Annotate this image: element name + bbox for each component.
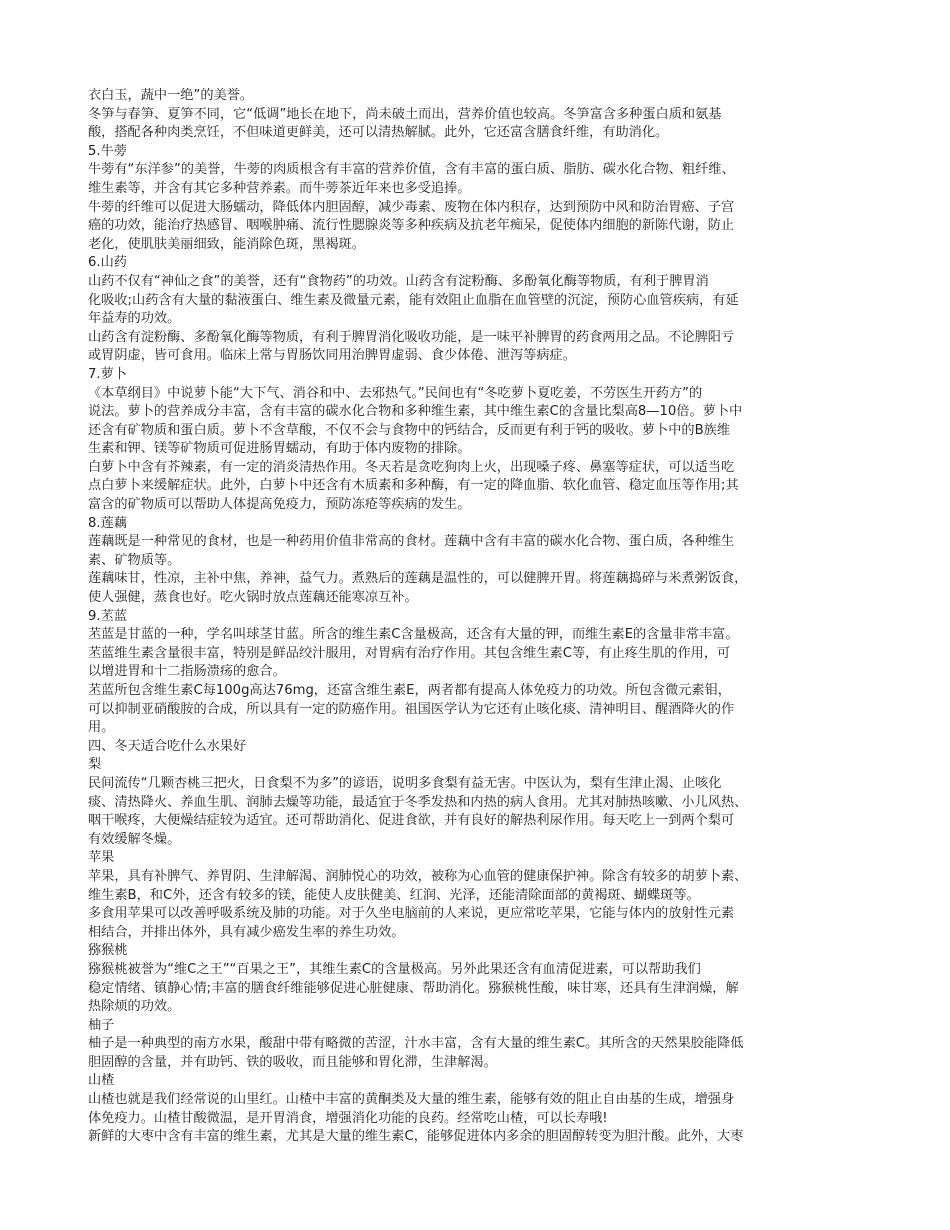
text-line: 苤蓝所包含维生素C每100g高达76mg，还富含维生素E，两者都有提高人体免疫力的功效。所包含微元素钼， bbox=[88, 683, 731, 698]
text-line: 冬笋与春笋、夏笋不同，它“低调”地长在地下，尚未破土而出，营养价值也较高。冬笋富含多种蛋白质和氨基 bbox=[88, 106, 722, 122]
text-line: 酸，搭配各种肉类烹饪，不但味道更鲜美，还可以清热解腻。此外，它还富含膳食纤维，有助消化。 bbox=[88, 125, 669, 141]
text-line: 咽干喉疼，大便燥结症较为适宜。还可帮助消化、促进食欲，并有良好的解热利尿作用。每天吃上一到两个梨可 bbox=[88, 813, 735, 829]
text-line: 使人强健，蒸食也好。吃火锅时放点莲藕还能寒凉互补。 bbox=[88, 590, 418, 606]
text-line: 莲藕既是一种常见的食材，也是一种药用价值非常高的食材。莲藕中含有丰富的碳水化合物、蛋白质，各种维生 bbox=[88, 534, 735, 550]
text-line: 白萝卜中含有芥辣素，有一定的消炎清热作用。冬天若是贪吃狗肉上火，出现嗓子疼、鼻塞等症状，可以适当吃 bbox=[88, 459, 735, 475]
text-line: 维生素B，和C外，还含有较多的镁，能使人皮肤健美、红润、光泽，还能清除面部的黄褐斑、蝴蝶斑等。 bbox=[88, 887, 700, 903]
text-line: 苹果，具有补脾气、养胃阴、生津解渴、润肺悦心的功效，被称为心血管的健康保护神。除含有较多的胡萝卜素、 bbox=[88, 868, 748, 884]
text-line: 6.山药 bbox=[88, 255, 127, 271]
text-line: 猕猴桃 bbox=[88, 943, 128, 959]
text-line: 点白萝卜来缓解症状。此外，白萝卜中还含有木质素和多种酶，有一定的降血脂、软化血管、稳定血压等作用;其 bbox=[88, 478, 739, 494]
text-line: 化吸收;山药含有大量的黏液蛋白、维生素及微量元素，能有效阻止血脂在血管壁的沉淀，预防心血管疾病，有延 bbox=[88, 292, 739, 308]
text-line: 痰、清热降火、养血生肌、润肺去燥等功能，最适宜于冬季发热和内热的病人食用。尤其对肺热咳嗽、小儿风热、 bbox=[88, 794, 748, 810]
text-line: 柚子 bbox=[88, 1017, 115, 1033]
text-line: 胆固醇的含量，并有助钙、铁的吸收，而且能够和胃化滞，生津解渴。 bbox=[88, 1054, 497, 1070]
text-line: 山楂也就是我们经常说的山里红。山楂中丰富的黄酮类及大量的维生素，能够有效的阻止自由基的生成，增强身 bbox=[88, 1092, 735, 1108]
text-line: 山楂 bbox=[88, 1073, 115, 1089]
text-line: 莲藕味甘，性凉，主补中焦，养神，益气力。煮熟后的莲藕是温性的，可以健脾开胃。将莲藕捣碎与米煮粥饭食， bbox=[88, 571, 748, 587]
text-line: 富含的矿物质可以帮助人体提高免疫力，预防冻疮等疾病的发生。 bbox=[88, 497, 471, 513]
text-line: 《本草纲目》中说萝卜能“大下气、消谷和中、去邪热气。”民间也有“冬吃萝卜夏吃姜，不劳医生开药方”的 bbox=[88, 385, 703, 401]
text-line: 热除烦的功效。 bbox=[88, 999, 181, 1015]
text-line: 用。 bbox=[88, 720, 115, 736]
text-line: 民间流传“几颗杏桃三把火，日食梨不为多”的谚语，说明多食梨有益无害。中医认为，梨有生津止渴、止咳化 bbox=[88, 775, 722, 791]
text-line: 说法。萝卜的营养成分丰富，含有丰富的碳水化合物和多种维生素，其中维生素C的含量比梨高8—10倍。萝卜中 bbox=[88, 404, 743, 420]
text-line: 维生素等，并含有其它多种营养素。而牛蒡茶近年来也多受追捧。 bbox=[88, 180, 471, 196]
text-line: 稳定情绪、镇静心情;丰富的膳食纤维能够促进心脏健康、帮助消化。猕猴桃性酸，味甘寒，还具有生津润燥，解 bbox=[88, 980, 739, 996]
text-line: 多食用苹果可以改善呼吸系统及肺的功能。对于久坐电脑前的人来说，更应常吃苹果，它能与体内的放射性元素 bbox=[88, 906, 735, 922]
text-line: 体免疫力。山楂甘酸微温，是开胃消食，增强消化功能的良药。经常吃山楂，可以长寿哦! bbox=[88, 1110, 608, 1126]
text-line: 梨 bbox=[88, 757, 102, 773]
text-line: 年益寿的功效。 bbox=[88, 311, 181, 327]
text-line: 苤蓝维生素含量很丰富，特别是鲜品绞汁服用，对胃病有治疗作用。其包含维生素C等，有止疼生肌的作用，可 bbox=[88, 645, 731, 661]
text-line: 生素和钾、镁等矿物质可促进肠胃蠕动，有助于体内废物的排除。 bbox=[88, 441, 471, 457]
text-line: 8.莲藕 bbox=[88, 515, 127, 531]
text-line: 或胃阴虚，皆可食用。临床上常与胃肠饮同用治脾胃虚弱、食少体倦、泄泻等病症。 bbox=[88, 348, 576, 364]
text-line: 素、矿物质等。 bbox=[88, 552, 181, 568]
text-line: 有效缓解冬燥。 bbox=[88, 831, 181, 847]
text-line: 山药含有淀粉酶、多酚氧化酶等物质，有利于脾胃消化吸收功能，是一味平补脾胃的药食两用之品。不论脾阳亏 bbox=[88, 329, 735, 345]
text-line: 牛蒡的纤维可以促进大肠蠕动，降低体内胆固醇，减少毒素、废物在体内积存，达到预防中风和防治胃癌、子宫 bbox=[88, 199, 735, 215]
text-line: 牛蒡有“东洋参”的美誉，牛蒡的肉质根含有丰富的营养价值，含有丰富的蛋白质、脂肪、碳水化合物、粗纤维、 bbox=[88, 162, 735, 178]
text-line: 9.苤蓝 bbox=[88, 608, 127, 624]
text-line: 衣白玉，蔬中一绝”的美誉。 bbox=[88, 88, 254, 103]
text-line: 老化，使肌肤美丽细致，能消除色斑，黑褐斑。 bbox=[88, 236, 365, 252]
text-line: 猕猴桃被誉为“维C之王”“百果之王”，其维生素C的含量极高。另外此果还含有血清促进素，可以帮助我们 bbox=[88, 961, 701, 977]
text-line: 7.萝卜 bbox=[88, 366, 127, 382]
text-line: 新鲜的大枣中含有丰富的维生素，尤其是大量的维生素C，能够促进体内多余的胆固醇转变为胆汁酸。此外，大枣 bbox=[88, 1129, 744, 1145]
text-line: 苤蓝是甘蓝的一种，学名叫球茎甘蓝。所含的维生素C含量极高，还含有大量的钾，而维生素E的含量非常丰富。 bbox=[88, 627, 739, 643]
document-body bbox=[88, 87, 862, 1147]
text-line: 柚子是一种典型的南方水果，酸甜中带有略微的苦涩，汁水丰富，含有大量的维生素C。其所含的天然果胶能降低 bbox=[88, 1036, 744, 1052]
text-line: 以增进胃和十二指肠溃疡的愈合。 bbox=[88, 664, 286, 680]
text-line: 癌的功效，能治疗热感冒、咽喉肿痛、流行性腮腺炎等多种疾病及抗老年痴呆，促使体内细胞的新陈代谢，防止 bbox=[88, 218, 735, 234]
text-line: 相结合，并排出体外，具有减少癌发生率的养生功效。 bbox=[88, 924, 405, 940]
text-line: 山药不仅有“神仙之食”的美誉，还有“食物药”的功效。山药含有淀粉酶、多酚氧化酶等物质，有利于脾胃消 bbox=[88, 273, 709, 289]
text-line: 5.牛蒡 bbox=[88, 143, 127, 159]
text-line: 苹果 bbox=[88, 850, 115, 866]
text-line: 还含有矿物质和蛋白质。萝卜不含草酸，不仅不会与食物中的钙结合，反而更有利于钙的吸收。萝卜中的B族维 bbox=[88, 422, 731, 438]
text-line: 可以抑制亚硝酸胺的合成，所以具有一定的防癌作用。祖国医学认为它还有止咳化痰、清神明目、醒酒降火的作 bbox=[88, 701, 735, 717]
text-line: 四、冬天适合吃什么水果好 bbox=[88, 738, 247, 754]
